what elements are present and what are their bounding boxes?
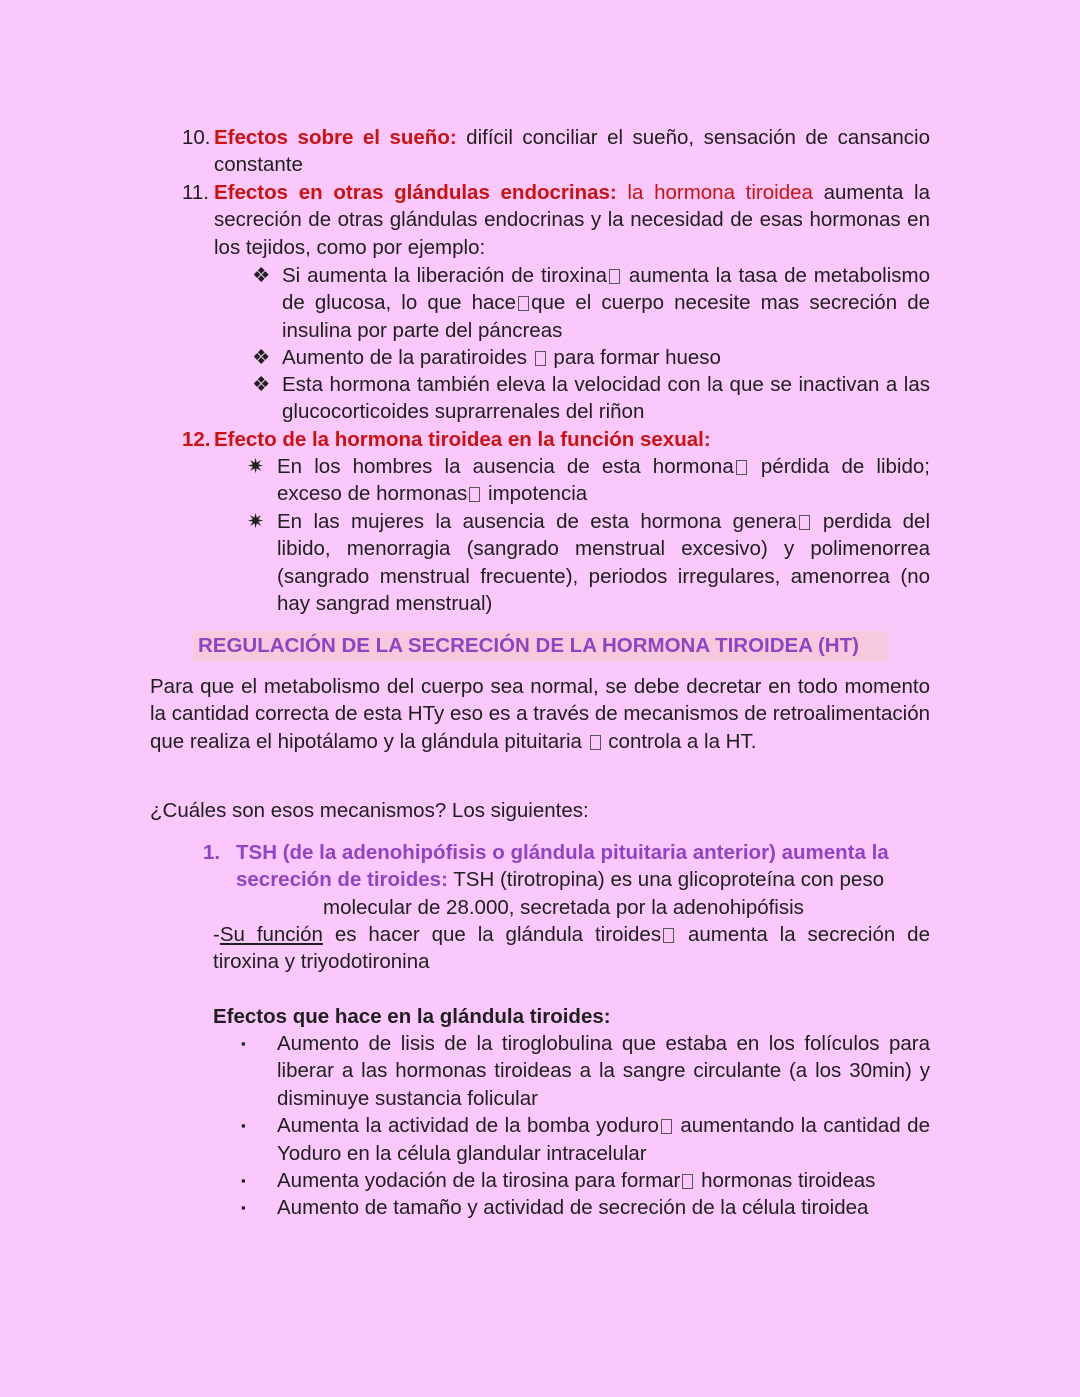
item-title: Efectos en otras glándulas endocrinas: — [214, 181, 617, 204]
square-bullet-icon: ▪ — [241, 1200, 246, 1216]
bullet-item — [252, 262, 930, 344]
missing-glyph-icon — [799, 515, 810, 530]
square-bullet-icon: ▪ — [241, 1173, 246, 1189]
mechanism-title: TSH (de la adenohipófisis o glándula pituitaria anterior) aumenta la — [236, 841, 889, 864]
bullet-item — [252, 371, 930, 426]
bullet-text: que el cuerpo necesite mas secreción de insulina por parte del páncreas — [282, 291, 930, 342]
effect-text: Aumento de tamaño y actividad de secreción de la célula tiroidea — [277, 1196, 869, 1220]
mechanism-function — [213, 921, 930, 976]
dash: - — [213, 923, 220, 946]
function-text: es hacer que la glándula tiroides — [322, 923, 662, 946]
bullet-text: Esta hormona también eleva la velocidad con la que se inactivan a las glucocorticoides suprarrenales del riñon — [282, 373, 930, 424]
missing-glyph-icon — [609, 269, 620, 284]
missing-glyph-icon — [663, 928, 674, 943]
effects-title: Efectos que hace en la glándula tiroides: — [213, 1005, 611, 1028]
missing-glyph-icon — [661, 1119, 672, 1134]
star-bullet-icon: ✷ — [247, 455, 265, 478]
diamond-bullet-icon: ❖ — [252, 373, 271, 396]
list-number: 11. — [182, 181, 209, 204]
list-number: 10. — [182, 126, 211, 149]
effect-text: Aumenta yodación de la tirosina para formar — [277, 1169, 681, 1193]
effect-text: hormonas tiroideas — [695, 1169, 876, 1193]
item-text: difícil conciliar el sueño, sensación de cansancio constante — [214, 126, 930, 177]
bullet-text: Si aumenta la liberación de tiroxina — [282, 264, 608, 287]
list-item-11 — [182, 179, 930, 261]
effects-list — [241, 1030, 930, 1222]
mechanism-desc: molecular de 28.000, secretada por la adenohipófisis — [323, 895, 804, 919]
list-number: 12. — [182, 428, 211, 451]
diamond-bullet-icon: ❖ — [252, 264, 271, 287]
bullet-text: Aumento de la paratiroides — [282, 346, 533, 369]
effect-text: Aumento de lisis de la tiroglobulina que estaba en los folículos para liberar a las hormonas tiroideas a la sangre circulante (a los 30min) y disminuye sustancia folicular — [277, 1032, 930, 1110]
bullet-item — [247, 508, 930, 618]
bullet-text: impotencia — [482, 482, 588, 506]
missing-glyph-icon — [682, 1174, 693, 1189]
section-paragraph — [150, 673, 930, 755]
missing-glyph-icon — [736, 460, 747, 475]
effect-text: aumentando la cantidad de Yoduro en la célula glandular intracelular — [277, 1114, 930, 1165]
effect-item — [241, 1194, 930, 1221]
missing-glyph-icon — [518, 296, 529, 311]
bullet-text: para formar hueso — [547, 346, 721, 369]
bullet-text: perdida del libido, menorragia (sangrado menstrual excesivo) y polimenorrea (sangrado menstrual frecuente), periodos irregulares, amenorrea (no hay sangrad menstrual) — [277, 510, 930, 616]
bullet-text: pérdida de libido; exceso de hormonas — [277, 455, 930, 506]
mechanism-desc: TSH (tirotropina) es una glicoproteína con peso — [447, 868, 884, 892]
section-heading: REGULACIÓN DE LA SECRECIÓN DE LA HORMONA TIROIDEA (HT) — [198, 634, 859, 657]
missing-glyph-icon — [590, 735, 601, 750]
paragraph-text: Para que el metabolismo del cuerpo sea normal, se debe decretar en todo momento la cantidad correcta de esta HTy eso es a través de mecanismos de retroalimentación que realiza el hipotálamo y la glándula pituitaria — [150, 675, 930, 753]
paragraph-text: controla a la HT. — [602, 729, 757, 753]
bullet-item — [252, 344, 930, 371]
missing-glyph-icon — [469, 487, 480, 502]
missing-glyph-icon — [535, 351, 546, 366]
section-question: ¿Cuáles son esos mecanismos? Los siguientes: — [150, 799, 589, 822]
function-label: Su función — [219, 923, 323, 946]
bullet-text: En los hombres la ausencia de esta hormona — [277, 455, 734, 478]
bullet-item — [247, 453, 930, 508]
effect-text: Aumenta la actividad de la bomba yoduro — [277, 1114, 659, 1138]
bullet-text: aumenta la tasa de metabolismo de glucosa, lo que hace — [282, 264, 930, 315]
square-bullet-icon: ▪ — [241, 1036, 246, 1051]
effect-item — [241, 1112, 930, 1167]
list-item-10 — [182, 124, 930, 179]
bullet-text: En las mujeres la ausencia de esta hormona genera — [277, 510, 797, 533]
item-title: Efectos sobre el sueño: — [214, 126, 457, 149]
effect-item — [241, 1167, 930, 1194]
star-bullet-icon: ✷ — [247, 510, 265, 533]
list-item-12 — [182, 426, 930, 453]
effect-item — [241, 1030, 930, 1112]
diamond-bullet-icon: ❖ — [252, 346, 271, 369]
square-bullet-icon: ▪ — [241, 1118, 246, 1134]
mechanism-item-1 — [203, 839, 930, 921]
item-text: aumenta la secreción de otras glándulas endocrinas y la necesidad de esas hormonas en los tejidos, como por ejemplo: — [214, 181, 931, 259]
mechanism-title: secreción de tiroides: — [236, 868, 448, 892]
function-text: aumenta la secreción de tiroxina y triyodotironina — [213, 923, 930, 974]
item-red-text: la hormona tiroidea — [616, 181, 813, 204]
list-number: 1. — [203, 841, 221, 864]
item-title: Efecto de la hormona tiroidea en la función sexual: — [214, 428, 711, 451]
